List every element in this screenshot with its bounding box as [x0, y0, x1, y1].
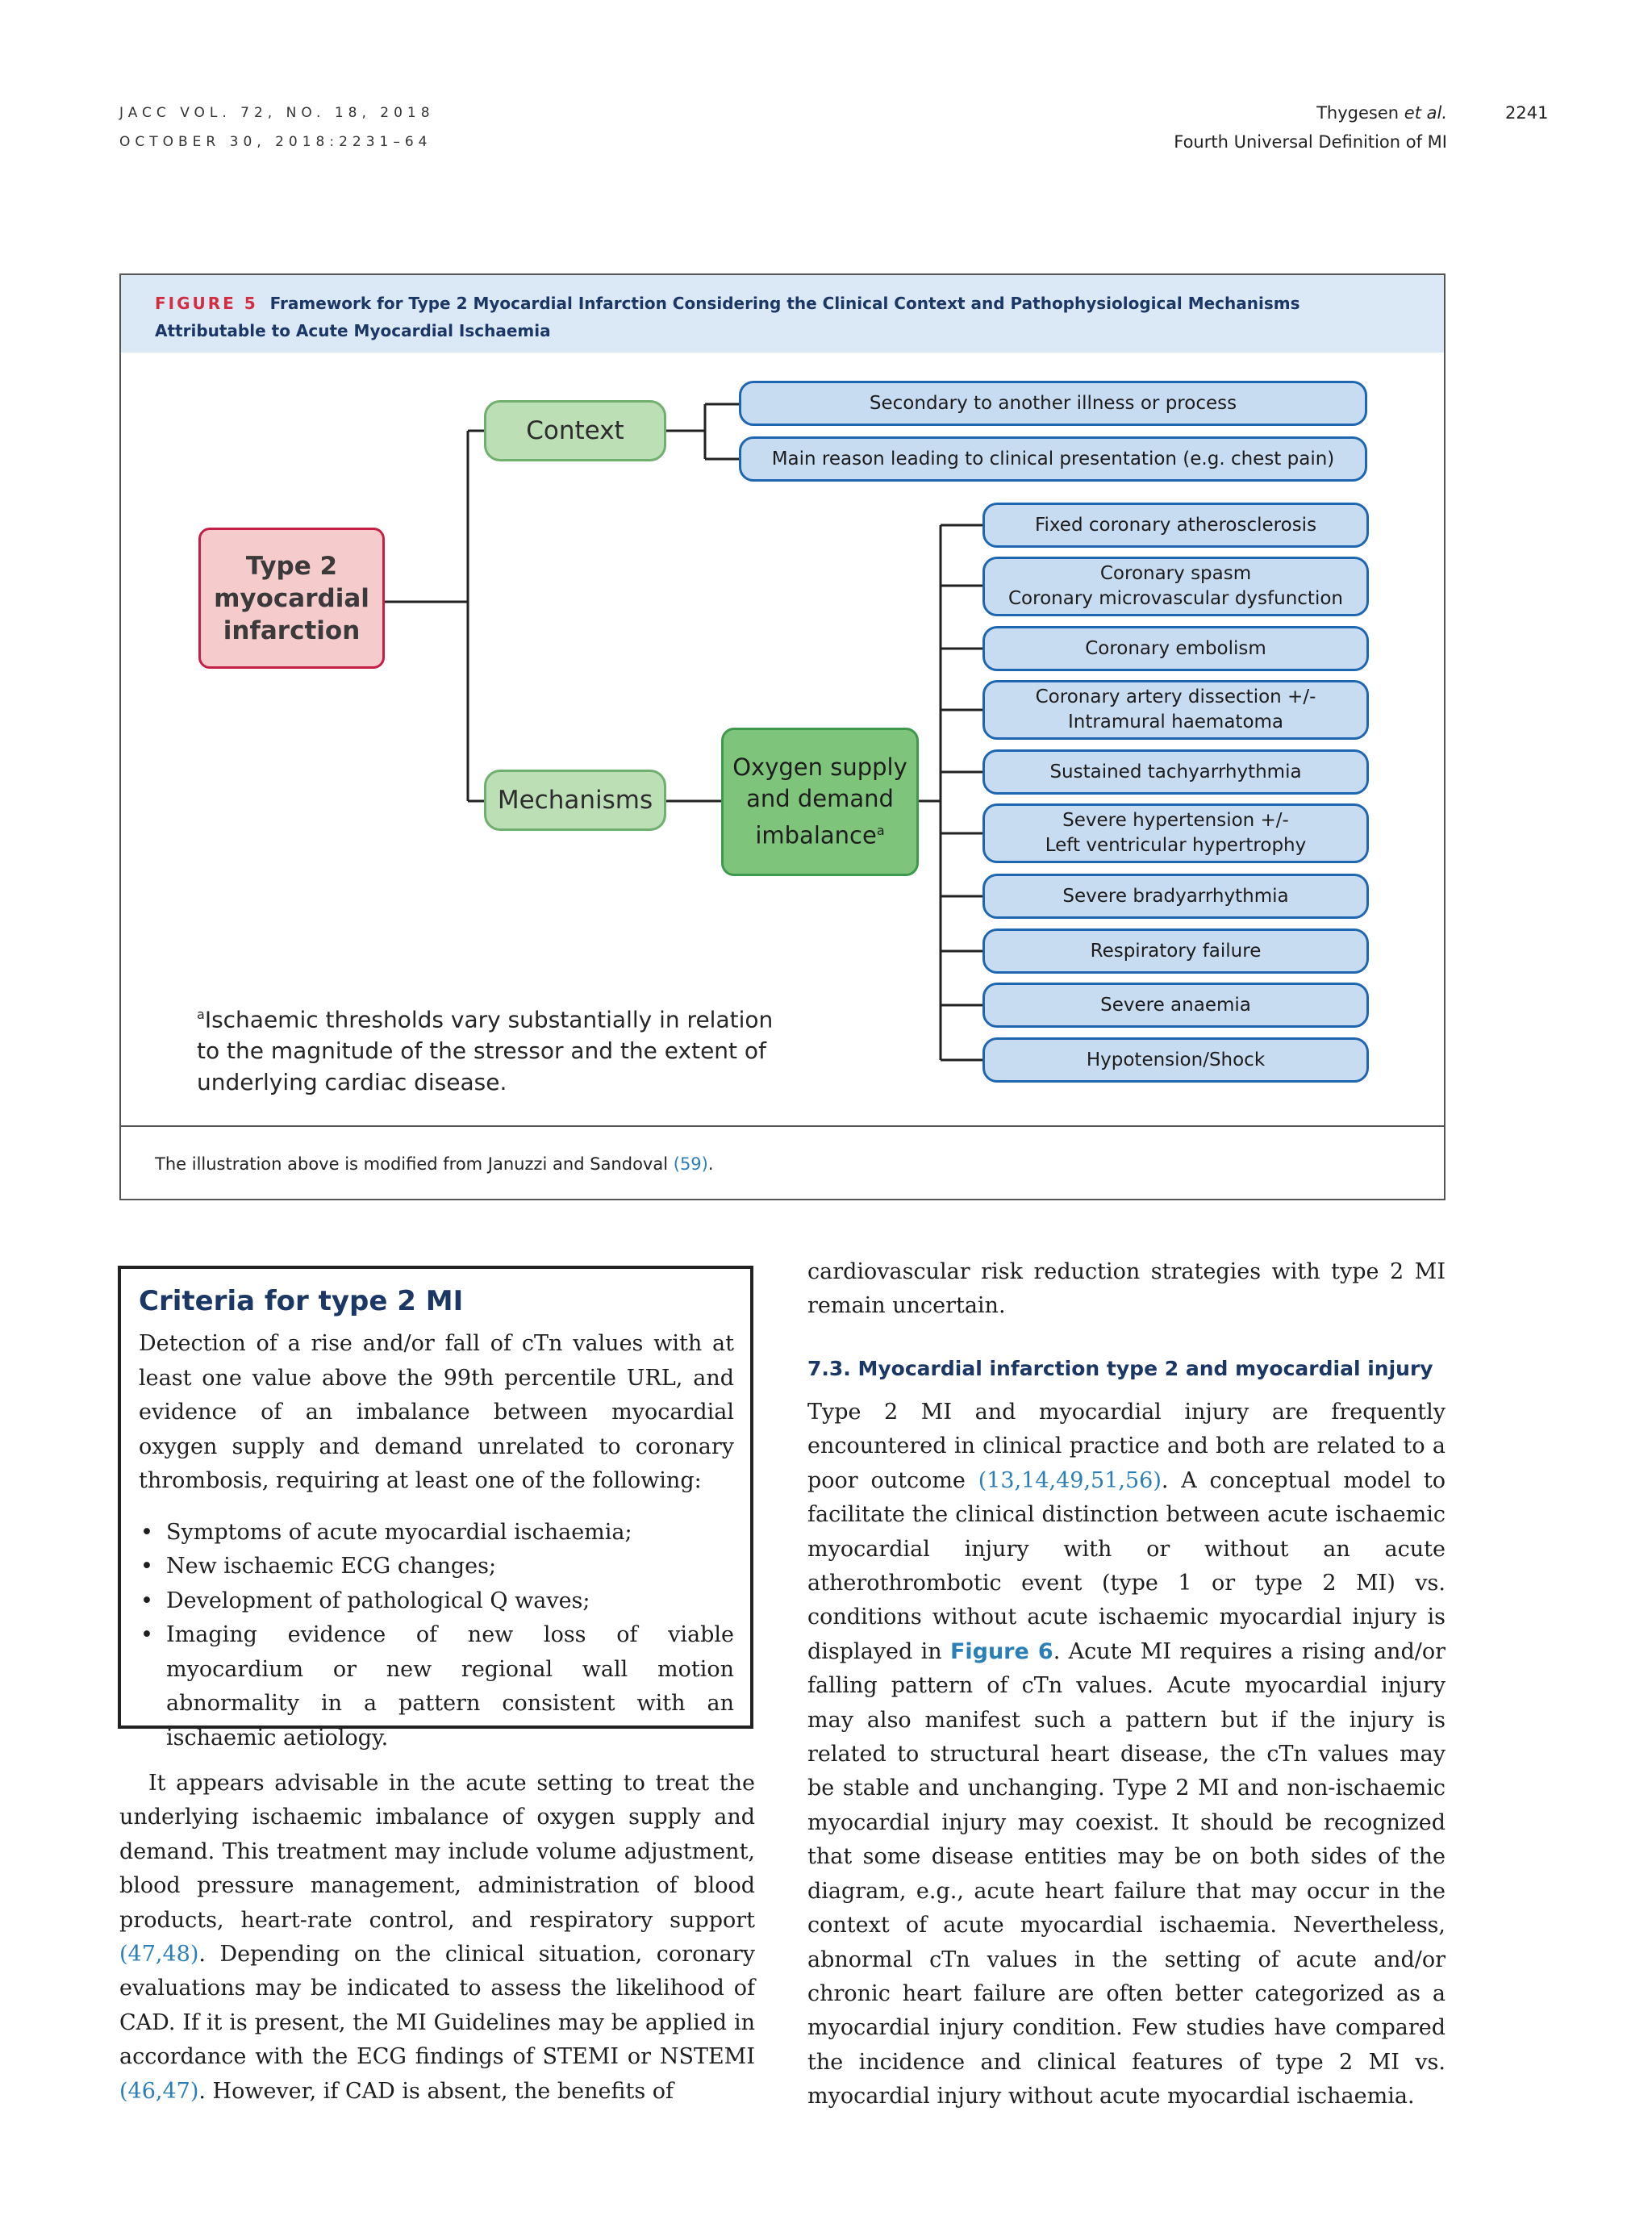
authors: [1174, 98, 1447, 127]
oxygen-line1: Oxygen supply: [732, 753, 907, 782]
figure-caption-text: Framework for Type 2 Myocardial Infarction Considering the Clinical Context and Pathophysiological Mechanisms Attributable to Acute Myocardial Ischaemia: [155, 294, 1300, 340]
mechanism-item-text-2: Coronary microvascular dysfunction: [1008, 588, 1343, 609]
mechanism-item: [982, 928, 1369, 974]
mechanism-item: [982, 874, 1369, 919]
section-heading: 7.3. Myocardial infarction type 2 and myocardial injury: [807, 1357, 1433, 1380]
paragraph-text: . A conceptual model to facilitate the clinical distinction between acute ischaemic myocardial injury with or without an acute atherothrombotic event (type 1 or type 2 MI) vs. conditions without acute ischaemic myocardial injury is displayed in: [807, 1467, 1446, 1664]
right-column-paragraph: [807, 1396, 1446, 2114]
mechanism-item: [982, 503, 1369, 548]
criteria-list: [139, 1516, 734, 1756]
context-box: [484, 400, 666, 461]
oxygen-superscript: a: [876, 823, 885, 839]
right-column-continuation: cardiovascular risk reduction strategies with type 2 MI remain uncertain.: [807, 1259, 1446, 1319]
type2-mi-line3: infarction: [223, 616, 361, 645]
criteria-intro: Detection of a rise and/or fall of cTn values with at least one value above the 99th percentile URL, and evidence of an imbalance between myocardial oxygen supply and demand unrelated to coronary thrombosis, requiring at least one of the following:: [139, 1331, 734, 1493]
citation-link[interactable]: (13,14,49,51,56): [978, 1467, 1162, 1493]
note-superscript: a: [197, 1007, 205, 1022]
mechanism-item-text-2: Left ventricular hypertrophy: [1045, 835, 1307, 856]
mechanism-item-text: Coronary artery dissection +/-: [1035, 686, 1316, 707]
running-title: Fourth Universal Definition of MI: [1174, 132, 1447, 152]
figure-note: [197, 999, 794, 1098]
running-header: [1174, 98, 1447, 156]
mechanism-item: [982, 749, 1369, 795]
note-text: Ischaemic thresholds vary substantially in relation to the magnitude of the stressor and the extent of underlying cardiac disease.: [197, 1006, 774, 1096]
mechanism-item: [982, 626, 1369, 671]
criteria-item: • New ischaemic ECG changes;: [139, 1550, 734, 1584]
criteria-item: • Symptoms of acute myocardial ischaemia;: [139, 1516, 734, 1550]
oxygen-line3-text: imbalance: [755, 821, 877, 849]
footnote-reference[interactable]: (59): [673, 1154, 708, 1174]
criteria-box: [118, 1266, 753, 1751]
mechanism-item-text: Severe anaemia: [1100, 994, 1251, 1016]
mechanism-item-text: Fixed coronary atherosclerosis: [1034, 514, 1317, 536]
type2-mi-line1: Type 2: [245, 551, 338, 581]
mechanism-item-text: Sustained tachyarrhythmia: [1049, 761, 1302, 782]
type2-mi-line2: myocardial: [214, 583, 369, 613]
mechanism-item-text: Respiratory failure: [1090, 940, 1262, 962]
context-item-text: Secondary to another illness or process: [869, 392, 1237, 414]
journal-citation: [119, 98, 435, 156]
citation-link[interactable]: (47,48): [119, 1942, 199, 1968]
journal-volume: JACC VOL. 72, NO. 18, 2018: [119, 105, 435, 121]
mechanism-item: [982, 1037, 1369, 1083]
left-column-paragraph: [119, 1767, 755, 2109]
criteria-item: • Development of pathological Q waves;: [139, 1584, 734, 1619]
mechanism-item: [982, 803, 1369, 863]
paragraph-text: It appears advisable in the acute setting to treat the underlying ischaemic imbalance of oxygen supply and demand. This treatment may include volume adjustment, blood pressure management, administration of blood products, heart-rate control, and respiratory support: [119, 1771, 755, 1933]
oxygen-imbalance-box: [721, 728, 919, 876]
citation-link[interactable]: (46,47): [119, 2078, 199, 2104]
mechanism-item: [982, 680, 1369, 740]
et-al: et al.: [1404, 103, 1447, 123]
criteria-title: Criteria for type 2 MI: [139, 1285, 464, 1317]
figure-6-link[interactable]: Figure 6: [949, 1638, 1053, 1664]
journal-date-pages: OCTOBER 30, 2018:2231–64: [119, 134, 432, 150]
page-number: 2241: [1505, 103, 1549, 123]
author-name: Thygesen: [1316, 103, 1400, 123]
context-label: Context: [526, 416, 624, 445]
mechanism-item-text: Coronary embolism: [1085, 637, 1266, 659]
mechanism-item: [982, 983, 1369, 1028]
mechanism-item-text: Coronary spasm: [1099, 563, 1252, 584]
criteria-item: • Imaging evidence of new loss of viable myocardium or new regional wall motion abnormality in a pattern consistent with an ischaemic aetiology.: [139, 1618, 734, 1755]
paragraph-text: . Depending on the clinical situation, coronary evaluations may be indicated to assess the likelihood of CAD. If it is present, the MI Guidelines may be applied in accordance with the ECG findings of STEMI or NSTEMI: [119, 1942, 755, 2070]
mechanisms-label: Mechanisms: [497, 786, 653, 815]
mechanism-item-text-2: Intramural haematoma: [1067, 711, 1284, 732]
paragraph-text: . However, if CAD is absent, the benefits of: [198, 2078, 674, 2104]
footnote-period: .: [707, 1154, 714, 1174]
context-item: [739, 381, 1367, 426]
context-item: [739, 436, 1367, 482]
context-item-text: Main reason leading to clinical presentation (e.g. chest pain): [771, 448, 1335, 469]
figure-label: FIGURE 5: [155, 294, 258, 313]
paragraph-text: Type 2 MI and myocardial injury are frequently encountered in clinical practice and both are related to a poor outcome: [807, 1400, 1446, 1493]
oxygen-line2: and demand: [746, 785, 894, 813]
footnote-text: The illustration above is modified from Januzzi and Sandoval: [155, 1154, 669, 1174]
figure-footnote: [121, 1125, 1444, 1200]
mechanisms-box: [484, 770, 666, 831]
mechanism-item-text: Severe bradyarrhythmia: [1062, 885, 1289, 907]
oxygen-line3: [755, 815, 884, 852]
type2-mi-box: [198, 528, 385, 669]
mechanism-item: [982, 557, 1369, 616]
paragraph-text: . Acute MI requires a rising and/or falling pattern of cTn values. Acute myocardial injury may also manifest such a pattern but if the injury is related to structural heart disease, the cTn values may be stable and unchanging. Type 2 MI and non-ischaemic myocardial injury may coexist. It should be recognized that some disease entities may be on both sides of the diagram, e.g., acute heart failure that may occur in the context of acute myocardial ischaemia. Nevertheless, abnormal cTn values in the setting of acute and/or chronic heart failure are often better categorized as a myocardial injury condition. Few studies have compared the incidence and clinical features of type 2 MI vs. myocardial injury without acute myocardial ischaemia.: [807, 1638, 1446, 2109]
mechanism-item-text: Severe hypertension +/-: [1062, 810, 1289, 831]
mechanism-item-text: Hypotension/Shock: [1086, 1049, 1266, 1070]
